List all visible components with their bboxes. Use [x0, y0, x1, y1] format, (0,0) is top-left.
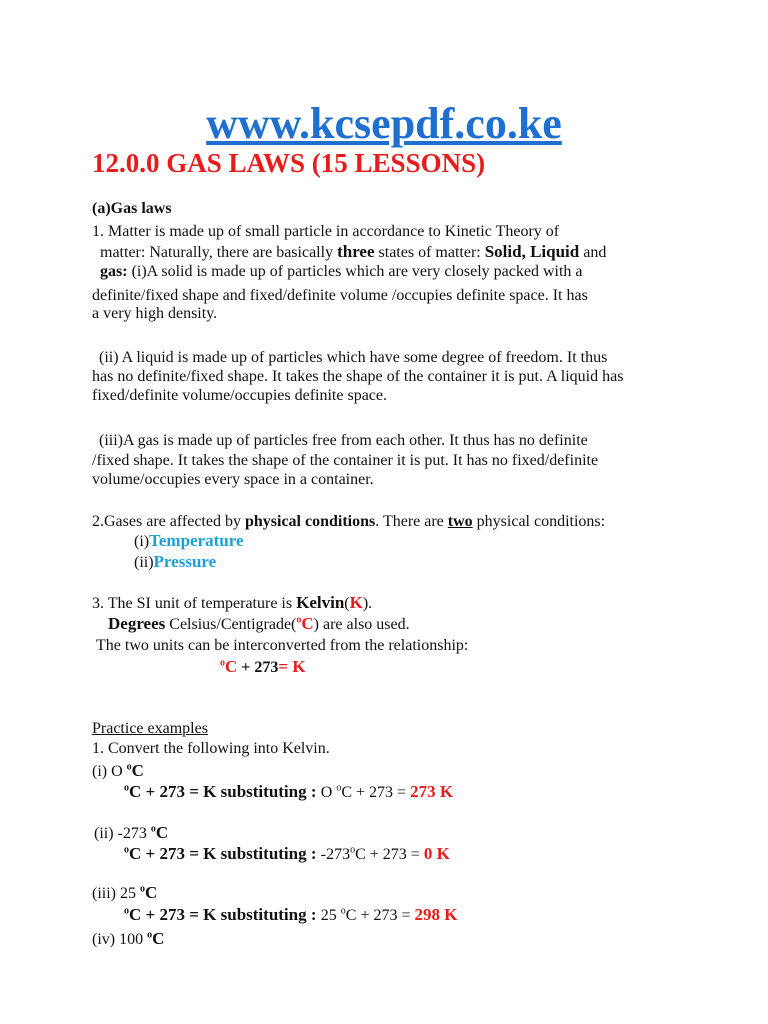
example-2-label: [94, 823, 168, 844]
para5-line2: [108, 614, 410, 635]
degree-superscript: o: [340, 905, 346, 917]
degree-superscript: o: [124, 844, 129, 856]
example-1-solution: [124, 782, 453, 803]
degree-superscript: o: [296, 614, 302, 626]
text: ).: [362, 595, 373, 612]
temperature-text: Temperature: [149, 531, 244, 550]
text: (i) O: [92, 763, 127, 780]
condition-temperature: [134, 531, 244, 552]
label: (i): [134, 533, 150, 550]
conversion-formula: [220, 657, 306, 678]
para3-line1: (iii)A gas is made up of particles free from each other. It thus has no definite: [99, 432, 588, 449]
text: + 273 =: [352, 784, 411, 801]
formula-text: + 273 = K substituting :: [141, 905, 321, 924]
label: (ii): [134, 554, 154, 571]
degree-superscript: o: [124, 782, 129, 794]
degree-superscript: o: [336, 782, 342, 794]
text: (iii) 25: [92, 885, 140, 902]
equals-k: = K: [278, 657, 306, 676]
page-title: 12.0.0 GAS LAWS (15 LESSONS): [92, 148, 486, 178]
text: -273: [320, 846, 351, 863]
degree-superscript: o: [350, 844, 356, 856]
text: + 273 =: [356, 907, 415, 924]
c-symbol: C: [129, 905, 142, 924]
bold-gas: gas:: [100, 263, 128, 280]
bold-two: two: [447, 513, 473, 530]
pressure-text: Pressure: [153, 552, 217, 571]
bold-physical-conditions: physical conditions: [244, 513, 376, 530]
text: . There are: [375, 513, 448, 530]
text: (iv) 100: [92, 931, 148, 948]
c-symbol: C: [129, 844, 142, 863]
para2-line3: fixed/definite volume/occupies definite space.: [92, 387, 387, 404]
para2-line2: has no definite/fixed shape. It takes the shape of the container it is put. A liquid has: [92, 368, 624, 385]
para3-line3: volume/occupies every space in a container.: [92, 471, 374, 488]
text: (: [344, 595, 350, 612]
text: 2.Gases are affected by: [92, 513, 245, 530]
c-symbol: C: [131, 761, 144, 780]
text: and: [579, 244, 607, 261]
degree-superscript: o: [124, 905, 129, 917]
bold-kelvin: Kelvin: [296, 593, 345, 612]
formula-text: + 273 = K substituting :: [141, 844, 321, 863]
c-text: C: [355, 846, 366, 863]
text: O: [320, 784, 337, 801]
para2-line1: (ii) A liquid is made up of particles which have some degree of freedom. It thus: [99, 349, 608, 366]
c-symbol: C: [301, 614, 314, 633]
text: 3. The SI unit of temperature is: [92, 595, 297, 612]
example-1-label: [92, 761, 144, 782]
c-symbol: C: [225, 657, 238, 676]
text: + 273: [237, 659, 279, 676]
para4-line1: [92, 512, 605, 532]
para5-line3: The two units can be interconverted from the relationship:: [96, 637, 469, 654]
degree-superscript: o: [126, 761, 132, 773]
bold-degrees: Degrees: [108, 614, 166, 633]
para1-line5: a very high density.: [92, 305, 218, 322]
example-4-label: [92, 929, 164, 950]
para1-line3: [100, 262, 583, 282]
practice-title: Practice examples: [92, 720, 208, 737]
formula-text: + 273 = K substituting :: [141, 782, 321, 801]
text: (ii) -273: [94, 825, 151, 842]
example-3-solution: [124, 905, 457, 926]
answer: 298 K: [414, 905, 458, 924]
section-heading: (a)Gas laws: [92, 200, 172, 217]
bold-three: three: [337, 242, 375, 261]
c-symbol: C: [152, 929, 165, 948]
c-symbol: C: [155, 823, 169, 842]
degree-superscript: o: [220, 657, 225, 669]
text: Celsius/Centigrade(: [165, 616, 297, 633]
text: ) are also used.: [313, 616, 410, 633]
degree-superscript: o: [147, 929, 153, 941]
answer: 0 K: [423, 844, 450, 863]
c-text: C: [345, 907, 357, 924]
text: matter: Naturally, there are basically: [100, 244, 338, 261]
c-symbol: C: [129, 782, 142, 801]
para1-line2: [100, 242, 606, 263]
degree-superscript: o: [140, 883, 145, 895]
para1-line1: 1. Matter is made up of small particle in accordance to Kinetic Theory of: [92, 223, 560, 240]
k-symbol: K: [349, 593, 363, 612]
text: physical conditions:: [472, 513, 606, 530]
c-symbol: C: [145, 883, 158, 902]
para5-line1: [92, 593, 372, 614]
practice-intro: 1. Convert the following into Kelvin.: [92, 740, 330, 757]
bold-solid-liquid: Solid, Liquid: [484, 242, 580, 261]
condition-pressure: [134, 552, 216, 573]
text: states of matter:: [374, 244, 485, 261]
example-2-solution: [124, 844, 450, 865]
para3-line2: /fixed shape. It takes the shape of the container it is put. It has no fixed/definite: [92, 452, 599, 469]
para1-line4: definite/fixed shape and fixed/definite volume /occupies definite space. It has: [92, 287, 588, 304]
text: 25: [320, 907, 341, 924]
c-text: C: [341, 784, 353, 801]
degree-superscript: o: [150, 823, 156, 835]
text: + 273 =: [365, 846, 424, 863]
text: (i)A solid is made up of particles which are very closely packed with a: [127, 263, 583, 280]
site-url-link[interactable]: www.kcsepdf.co.ke: [206, 99, 562, 148]
example-3-label: [92, 883, 157, 904]
answer: 273 K: [410, 782, 454, 801]
